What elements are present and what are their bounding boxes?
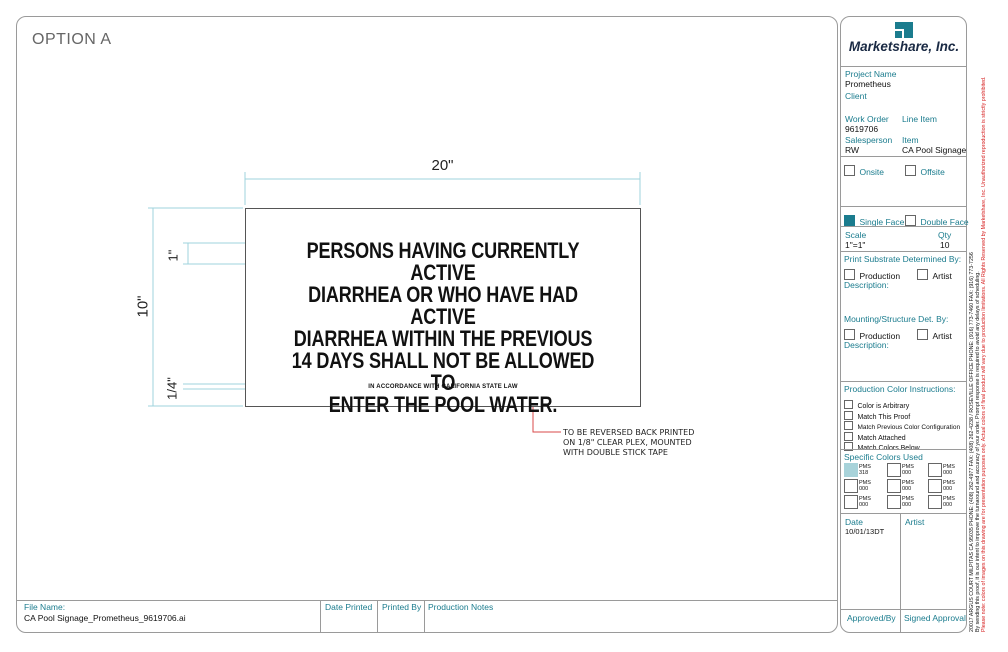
panel-divider — [840, 251, 967, 252]
company-logo-icon — [895, 22, 913, 38]
single-face-option[interactable] — [844, 212, 904, 230]
pms-label: PMS — [943, 464, 955, 470]
sign-line: ENTER THE POOL WATER. — [328, 392, 558, 417]
qty-value: 10 — [940, 240, 950, 250]
pms-label: PMS — [859, 480, 871, 486]
color-option[interactable] — [844, 413, 966, 431]
color-option-label: Match Colors Below — [857, 445, 920, 452]
production-note — [563, 428, 694, 458]
item-value: CA Pool Signage — [902, 145, 967, 155]
offsite-checkbox[interactable] — [905, 165, 916, 176]
printed-by-label: Printed By — [382, 602, 422, 612]
sign-line: PERSONS HAVING CURRENTLY ACTIVE — [306, 238, 580, 285]
panel-divider — [840, 66, 967, 67]
production-notes-label: Production Notes — [428, 602, 494, 612]
pms-text — [902, 464, 914, 476]
bottom-bar-sep — [320, 600, 321, 633]
pms-swatch — [844, 463, 858, 477]
note-line: TO BE REVERSED BACK PRINTED — [563, 428, 695, 437]
panel-divider — [840, 609, 967, 610]
substrate-production-label: Production — [859, 271, 901, 281]
substrate-description-label: Description: — [844, 280, 889, 290]
note-line: ON 1/8" CLEAR PLEX, MOUNTED — [563, 438, 692, 447]
height-dimension: 10" — [134, 295, 152, 318]
project-name-value: Prometheus — [845, 79, 891, 89]
color-options-list — [844, 395, 966, 452]
width-dimension: 20" — [431, 157, 454, 174]
line-item-label: Line Item — [902, 114, 937, 124]
substrate-production-checkbox[interactable] — [844, 269, 855, 280]
signed-approval-label: Signed Approval — [904, 613, 966, 623]
side-address: 20017 ARGUS COURT MILPITAS CA 95035 PHONE: (408) 262-4977 FAX: (408) 262-4238 / ROSEVILLE OFFICE PHONE: (916) 773-7460 FAX: (916) 773-7256 — [969, 252, 975, 632]
pms-value: 000 — [943, 502, 953, 508]
option-label: OPTION A — [32, 31, 112, 48]
mounting-artist-option[interactable] — [917, 326, 952, 344]
mounting-production-label: Production — [859, 331, 901, 341]
color-option[interactable] — [844, 434, 966, 452]
pms-label: PMS — [859, 464, 871, 470]
note-line: WITH DOUBLE STICK TAPE — [563, 448, 668, 457]
pms-text — [943, 464, 955, 476]
pms-swatch — [928, 495, 942, 509]
panel-column-divider — [900, 513, 901, 633]
pms-text — [943, 496, 955, 508]
pms-swatch — [887, 495, 901, 509]
scale-label: Scale — [845, 230, 867, 240]
pms-value: 000 — [943, 470, 953, 476]
side-notice-black: By sending this proof, it is our intent to improve the turnaround and accuracy of your order. Prompt response is required to avoid any delays of scheduling. — [975, 271, 981, 632]
date-label: Date — [845, 517, 863, 527]
pms-cell — [844, 495, 858, 513]
artist-column-label: Artist — [905, 517, 925, 527]
substrate-artist-label: Artist — [932, 271, 952, 281]
pms-swatch — [887, 479, 901, 493]
single-face-checkbox[interactable] — [844, 215, 855, 226]
offsite-option[interactable] — [905, 162, 945, 180]
mounting-label: Mounting/Structure Det. By: — [844, 314, 949, 324]
item-label: Item — [902, 135, 919, 145]
pms-swatch — [928, 479, 942, 493]
color-option-label: Match This Proof — [857, 413, 911, 421]
pms-cell — [887, 495, 901, 513]
sign-line: DIARRHEA OR WHO HAVE HAD ACTIVE — [308, 282, 578, 329]
pms-text — [902, 496, 914, 508]
color-option-label: Match Attached — [857, 434, 906, 442]
offsite-label: Offsite — [920, 167, 945, 177]
pms-value: 000 — [859, 486, 869, 492]
client-label: Client — [845, 91, 867, 101]
mounting-description-label: Description: — [844, 340, 889, 350]
pms-cell — [928, 495, 942, 513]
panel-divider — [840, 156, 967, 157]
pms-label: PMS — [902, 480, 914, 486]
sign-footer: IN ACCORDANCE WITH CALIFORNIA STATE LAW — [368, 384, 518, 390]
pms-text — [859, 464, 871, 476]
pms-value: 318 — [859, 470, 869, 476]
pms-value: 000 — [943, 486, 953, 492]
specific-colors-label: Specific Colors Used — [844, 452, 923, 462]
panel-divider — [840, 226, 967, 227]
top-margin-dimension: 1" — [165, 249, 181, 262]
onsite-checkbox[interactable] — [844, 165, 855, 176]
project-name-label: Project Name — [845, 69, 897, 79]
pms-text — [859, 480, 871, 492]
file-name-label: File Name: — [24, 602, 66, 612]
approved-by-label: Approved/By — [847, 613, 896, 623]
onsite-label: Onsite — [859, 167, 885, 177]
panel-divider — [840, 513, 967, 514]
side-notice — [969, 42, 1005, 632]
pms-swatch — [928, 463, 942, 477]
scale-value: 1"=1" — [845, 240, 866, 250]
work-order-value: 9619706 — [845, 124, 879, 134]
bottom-margin-dimension: 1/4" — [164, 377, 180, 400]
pms-label: PMS — [943, 496, 955, 502]
pms-swatch — [887, 463, 901, 477]
pms-text — [902, 480, 914, 492]
pms-value: 000 — [902, 486, 912, 492]
bottom-bar-sep — [424, 600, 425, 633]
bottom-bar-divider — [16, 600, 838, 601]
sign-line: DIARRHEA WITHIN THE PREVIOUS — [293, 326, 593, 351]
substrate-artist-option[interactable] — [917, 266, 952, 284]
salesperson-value: RW — [845, 145, 860, 155]
pms-label: PMS — [859, 496, 871, 502]
panel-divider — [840, 449, 967, 450]
mounting-artist-label: Artist — [932, 331, 952, 341]
double-face-checkbox[interactable] — [905, 215, 916, 226]
work-order-label: Work Order — [845, 114, 889, 124]
single-face-label: Single Face — [859, 217, 905, 227]
double-face-label: Double Face — [920, 217, 969, 227]
pms-label: PMS — [943, 480, 955, 486]
panel-divider — [840, 381, 967, 382]
pms-text — [859, 496, 871, 508]
pms-value: 000 — [859, 502, 869, 508]
mounting-production-checkbox[interactable] — [844, 329, 855, 340]
side-notice-red: Please note: colors of images on this drawing are for presentation purposes only. Actual colors of final product will vary due to production limitations. All Rights Reserved by Marketshare, Inc. Unauthorized reproduction is strictly prohibited. — [981, 76, 987, 632]
panel-divider — [840, 206, 967, 207]
bottom-bar-sep — [377, 600, 378, 633]
company-name: Marketshare, Inc. — [848, 39, 960, 54]
pms-swatch — [844, 495, 858, 509]
mounting-artist-checkbox[interactable] — [917, 329, 928, 340]
sign-line: 14 DAYS SHALL NOT BE ALLOWED TO — [291, 348, 595, 395]
substrate-artist-checkbox[interactable] — [917, 269, 928, 280]
print-substrate-label: Print Substrate Determined By: — [844, 254, 962, 264]
onsite-option[interactable] — [844, 162, 884, 180]
pms-value: 000 — [902, 470, 912, 476]
pms-label: PMS — [902, 496, 914, 502]
color-option-label: Color is Arbitrary — [857, 403, 910, 410]
salesperson-label: Salesperson — [845, 135, 893, 145]
pms-label: PMS — [902, 464, 914, 470]
date-value: 10/01/13DT — [845, 527, 885, 536]
double-face-option[interactable] — [905, 212, 969, 230]
production-color-label: Production Color Instructions: — [844, 384, 956, 394]
color-option[interactable] — [844, 406, 966, 421]
color-option[interactable] — [844, 395, 966, 410]
color-option-label: Match Previous Color Configuration — [857, 424, 961, 431]
pms-value: 000 — [902, 502, 912, 508]
pms-swatch — [844, 479, 858, 493]
file-name-value: CA Pool Signage_Prometheus_9619706.ai — [24, 613, 186, 623]
pms-text — [943, 480, 955, 492]
qty-label: Qty — [938, 230, 952, 240]
info-panel — [840, 16, 967, 633]
date-printed-label: Date Printed — [325, 602, 373, 612]
